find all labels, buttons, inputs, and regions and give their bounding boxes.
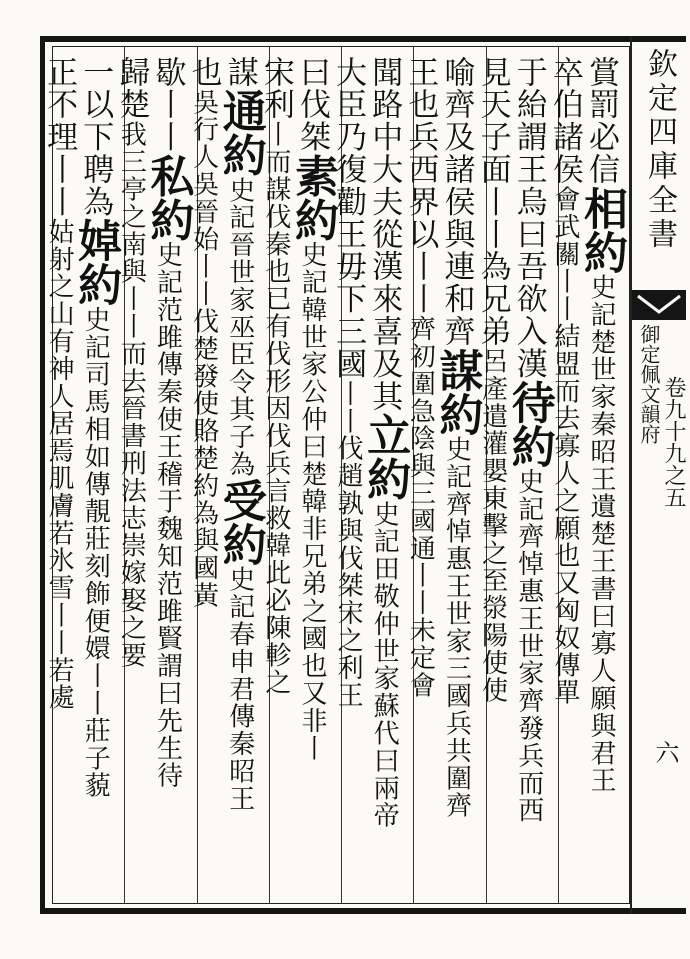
text-column <box>576 56 627 898</box>
headword: 相約 <box>576 185 627 274</box>
text-column <box>359 56 411 898</box>
headword: 素約 <box>287 153 338 242</box>
text-column <box>475 56 511 898</box>
body-text: 歇丨丨 <box>149 56 186 154</box>
body-text: 賞罰必信 <box>583 56 619 186</box>
text-column <box>41 56 77 898</box>
body-text: 歸楚 <box>113 56 150 121</box>
body-text: 于紿謂王烏曰吾欲入漢 <box>510 56 547 380</box>
headword: 婥約 <box>70 218 122 306</box>
annotation-text: 史記齊悼惠王世家齊發兵而西 <box>513 468 544 825</box>
annotation-text: 丨而謀伐秦也已有伐形因伐兵言救韓此必陳軫之 <box>260 120 291 697</box>
body-text: 也 <box>185 56 222 89</box>
body-text: 曰伐桀 <box>294 56 330 154</box>
fish-tail-icon <box>632 290 686 320</box>
annotation-text: 會武關丨丨結盟而去寡人之願也又匈奴傳單 <box>549 185 580 707</box>
annotation-text: 史記司馬相如傳靚莊刻飾便嬛丨丨莊子藐 <box>80 306 111 800</box>
text-column <box>431 56 483 898</box>
margin-rule <box>630 36 632 914</box>
annotation-text: 我三亭之南與丨丨而去晉書刑法志崇嫁娶之要 <box>116 120 147 669</box>
margin-book-title: 御定佩文韻府 <box>637 324 661 444</box>
annotation-text: 史記春申君傳秦昭王 <box>224 565 255 813</box>
annotation-text: 史記楚世家秦昭王遺楚王書曰寡人願與君王 <box>586 273 616 795</box>
annotation-text: 丨丨伐趙孰與伐桀宋之利王 <box>333 380 364 709</box>
text-column <box>547 56 583 898</box>
headword: 受約 <box>214 477 266 566</box>
body-text: 宋利 <box>257 56 294 121</box>
annotation-text: 史記范雎傳秦使王稽于魏知范雎賢謂曰先生待 <box>152 241 183 790</box>
body-text: 王也兵西界以丨丨 <box>402 56 439 316</box>
text-column <box>113 56 149 898</box>
text-column <box>503 56 555 898</box>
headword: 謀約 <box>431 347 483 436</box>
annotation-text: 呂產遣灌嬰東擊之至滎陽使使 <box>477 347 508 704</box>
text-column <box>142 56 194 898</box>
headword: 待約 <box>503 380 555 468</box>
body-text: 正不理丨丨 <box>41 56 78 218</box>
annotation-text: 史記晉世家巫臣令其子為 <box>224 176 255 478</box>
annotation-text: 齊初圍急陰與三國通丨丨未定會 <box>405 315 436 699</box>
margin-page-number: 六 <box>651 740 679 764</box>
body-text: 聞路中大夫從漢來喜及其 <box>366 56 403 413</box>
annotation-text: 吳行人吳晉始丨丨伐楚 <box>188 88 219 363</box>
body-text: 一以下聘為 <box>77 56 114 218</box>
body-text: 謀 <box>221 56 258 89</box>
margin-volume: 卷九十九之五 <box>661 376 686 508</box>
text-column <box>214 56 266 898</box>
text-column <box>70 56 122 898</box>
body-text: 大臣乃復勸王毋下三國 <box>330 56 367 380</box>
margin-title: 欽定四庫全書 <box>642 48 677 252</box>
headword: 私約 <box>142 153 194 242</box>
headword: 立約 <box>359 412 411 501</box>
headword: 通約 <box>214 88 266 177</box>
body-text: 卒伯諸侯 <box>546 56 583 186</box>
annotation-text: 姑射之山有神人居焉肌膚若氷雪丨丨若處 <box>44 218 75 712</box>
text-column <box>287 56 338 898</box>
annotation-text: 發使賂楚約為與國黃 <box>188 362 219 610</box>
annotation-text: 史記田敬仲世家蘇代曰兩帝 <box>369 500 400 830</box>
annotation-text: 史記韓世家公仲曰楚韓非兄弟之國也又非丨 <box>297 241 327 762</box>
body-text: 喻齊及諸侯與連和齊 <box>438 56 475 348</box>
annotation-text: 史記齊悼惠王世家三國兵共圍齊 <box>441 435 472 820</box>
body-text: 見天子面丨丨為兄弟 <box>474 56 511 348</box>
